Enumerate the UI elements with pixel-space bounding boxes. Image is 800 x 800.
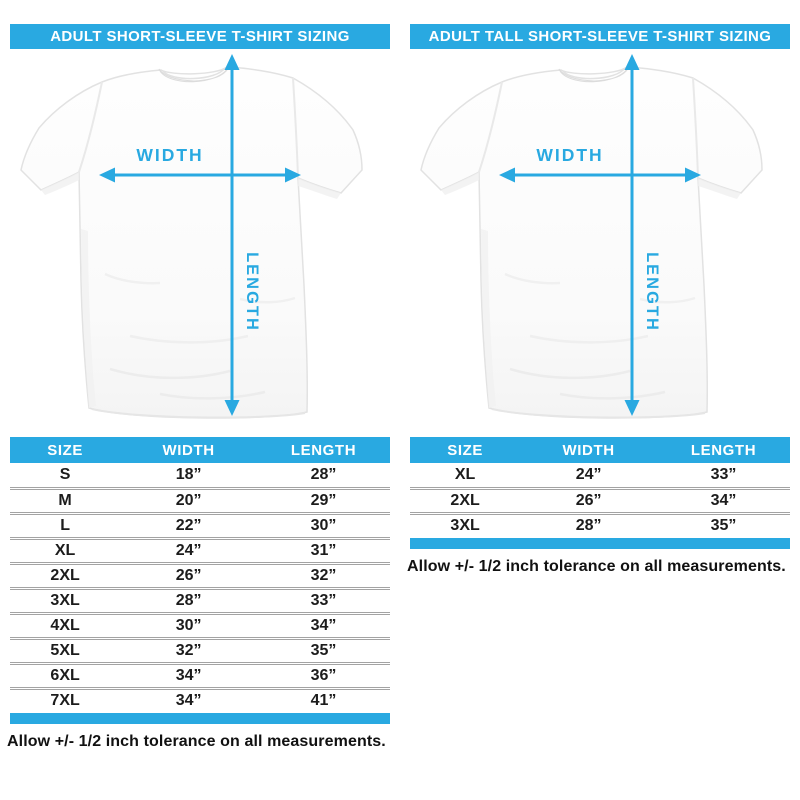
size-cell: L: [10, 513, 120, 538]
table-row: [10, 638, 390, 663]
length-cell: 35”: [710, 517, 737, 535]
length-cell: 41”: [310, 692, 337, 710]
size-cell: M: [10, 488, 120, 513]
size-table-tall: [410, 437, 790, 538]
table-footer-bar: [410, 538, 790, 549]
length-cell: 29”: [257, 488, 390, 513]
length-cell: 33”: [257, 588, 390, 613]
panel-title: ADULT SHORT-SLEEVE T-SHIRT SIZING: [50, 28, 350, 45]
length-arrow-label: LENGTH: [643, 252, 661, 332]
column-header-size: SIZE: [10, 437, 120, 463]
width-cell: 20”: [120, 488, 257, 513]
table-row: [410, 513, 790, 538]
length-arrow-label: LENGTH: [243, 252, 261, 332]
length-cell: 36”: [257, 663, 390, 688]
length-cell: 32”: [257, 563, 390, 588]
table-row: [410, 488, 790, 513]
table-row: [10, 538, 390, 563]
length-cell: 31”: [257, 538, 390, 563]
width-cell: 24”: [520, 463, 657, 488]
size-cell: 6XL: [10, 663, 120, 688]
size-cell: 7XL: [50, 692, 80, 710]
table-row: [10, 613, 390, 638]
tolerance-note: Allow +/- 1/2 inch tolerance on all measurements.: [7, 733, 386, 750]
width-cell: 26”: [520, 488, 657, 513]
size-cell: 5XL: [10, 638, 120, 663]
size-cell: S: [10, 463, 120, 488]
table-row: [10, 663, 390, 688]
column-header-length: LENGTH: [257, 437, 390, 463]
tshirt-diagram: [410, 49, 790, 437]
width-cell: 32”: [120, 638, 257, 663]
length-cell: 28”: [257, 463, 390, 488]
width-arrow-label: WIDTH: [136, 145, 204, 165]
table-row: [10, 488, 390, 513]
size-cell: XL: [10, 538, 120, 563]
table-row: [10, 463, 390, 488]
size-cell: 3XL: [450, 517, 480, 535]
tshirt-diagram: [10, 49, 390, 437]
width-arrow-label: WIDTH: [536, 145, 604, 165]
table-row: [10, 513, 390, 538]
table-header-row: [410, 437, 790, 463]
column-header-size: SIZE: [410, 437, 520, 463]
size-cell: 2XL: [410, 488, 520, 513]
length-cell: 34”: [257, 613, 390, 638]
length-cell: 35”: [257, 638, 390, 663]
tshirt-shape: [421, 54, 762, 418]
width-cell: 26”: [120, 563, 257, 588]
panel-title: ADULT TALL SHORT-SLEEVE T-SHIRT SIZING: [428, 28, 772, 45]
width-cell: 30”: [120, 613, 257, 638]
column-header-width: WIDTH: [520, 437, 657, 463]
width-cell: 28”: [575, 517, 602, 535]
width-cell: 34”: [120, 663, 257, 688]
table-row: [10, 563, 390, 588]
panel-adult-tall: [407, 24, 790, 576]
tshirt-shape: [21, 54, 362, 418]
table-footer-bar: [10, 713, 390, 724]
size-cell: 2XL: [10, 563, 120, 588]
tshirt-illustration: [410, 49, 790, 437]
width-cell: 34”: [175, 692, 202, 710]
column-header-length: LENGTH: [657, 437, 790, 463]
length-cell: 34”: [657, 488, 790, 513]
width-cell: 22”: [120, 513, 257, 538]
table-row: [410, 463, 790, 488]
width-cell: 18”: [120, 463, 257, 488]
width-cell: 28”: [120, 588, 257, 613]
panel-title-bar: [410, 24, 790, 49]
tolerance-note: Allow +/- 1/2 inch tolerance on all measurements.: [407, 558, 786, 575]
size-cell: 3XL: [10, 588, 120, 613]
size-cell: XL: [410, 463, 520, 488]
width-cell: 24”: [120, 538, 257, 563]
length-cell: 33”: [657, 463, 790, 488]
panel-title-bar: [10, 24, 390, 49]
length-cell: 30”: [257, 513, 390, 538]
tshirt-illustration: [10, 49, 390, 437]
table-row: [10, 688, 390, 713]
table-row: [10, 588, 390, 613]
column-header-width: WIDTH: [120, 437, 257, 463]
table-header-row: [10, 437, 390, 463]
size-cell: 4XL: [10, 613, 120, 638]
size-table-regular: [10, 437, 390, 713]
panel-adult-regular: [7, 24, 390, 751]
